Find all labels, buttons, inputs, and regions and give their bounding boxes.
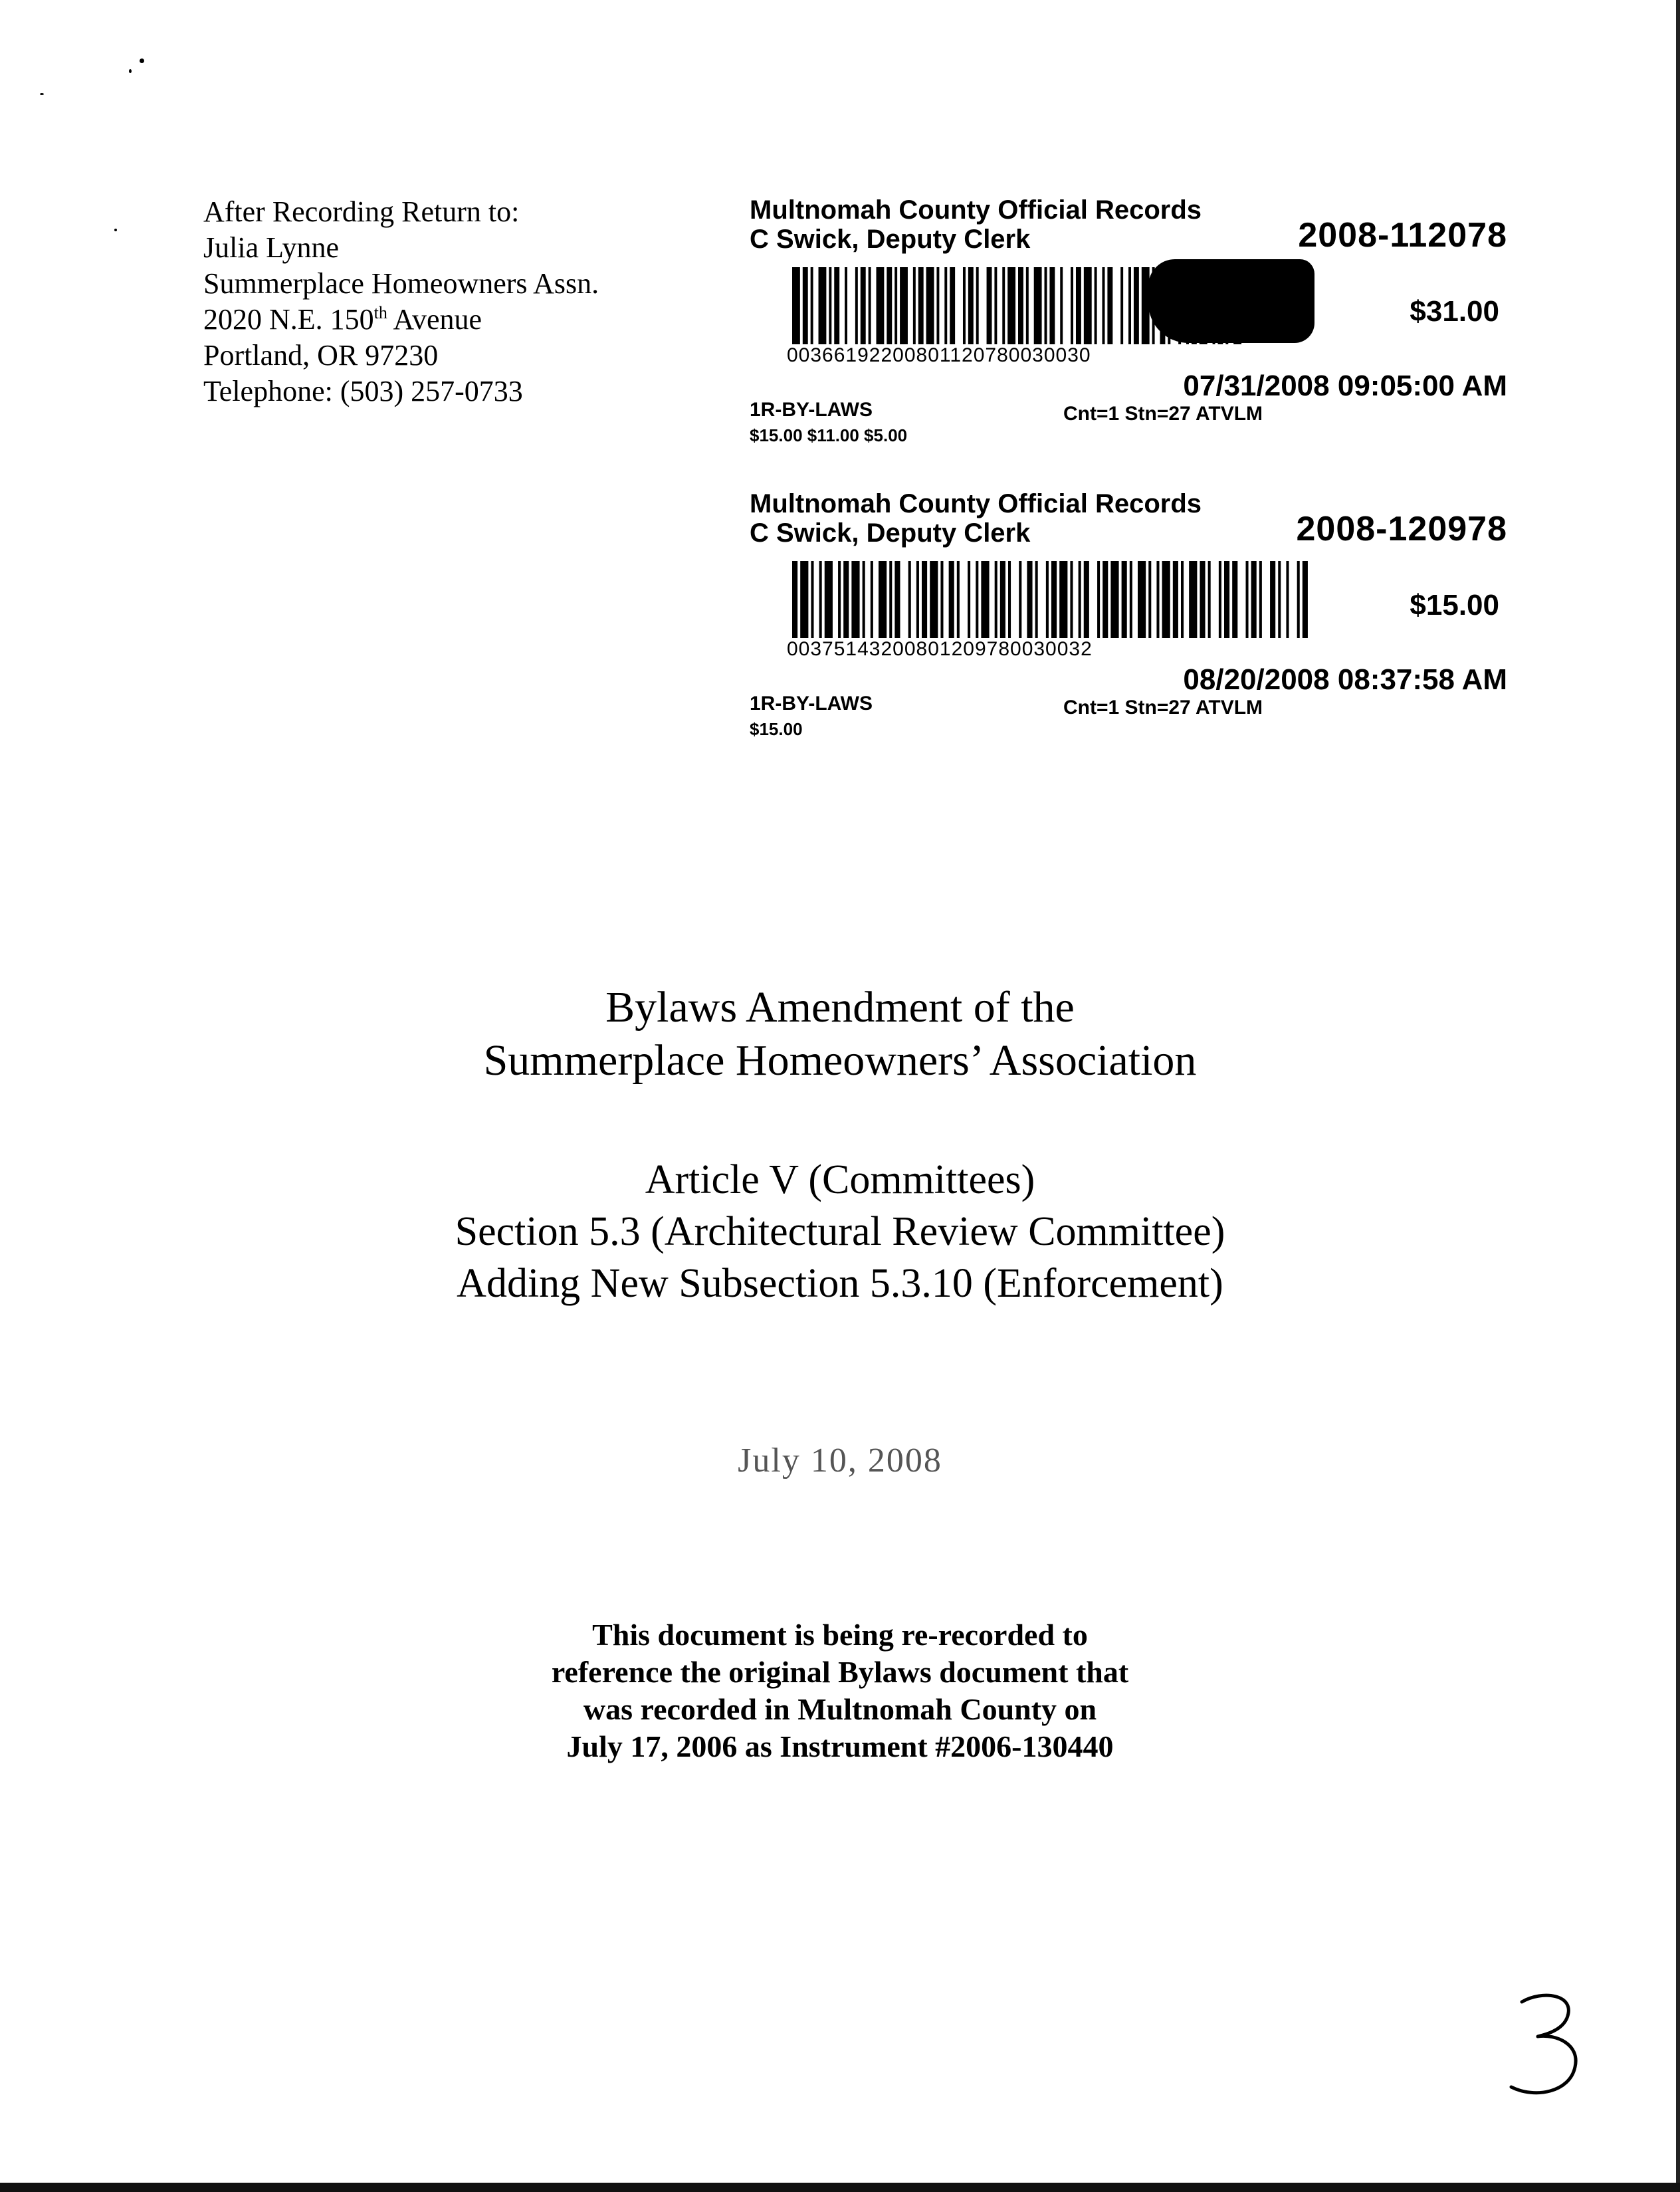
handwritten-page-number [1502,1987,1595,2107]
station-counter: Cnt=1 Stn=27 ATVLM [1063,697,1263,718]
recording-office: Multnomah County Official Records C Swick, Deputy Clerk [750,195,1202,254]
article-line: Article V (Committees) [645,1157,1035,1202]
re-recording-notice: This document is being re-recorded to reference the original Bylaws document that was recorded in Multnomah County on July 17, 2006 as Instrument #2006-130440 [551,1618,1129,1763]
fee-breakdown: $15.00 [750,719,803,739]
scan-speck [140,58,144,63]
scan-speck [114,229,117,231]
recording-datetime: 08/20/2008 08:37:58 AM [1183,663,1507,696]
document-date: July 10, 2008 [738,1442,942,1480]
station-counter: Cnt=1 Stn=27 ATVLM [1063,403,1263,425]
document-type: 1R-BY-LAWS [750,693,873,714]
instrument-number: 2008-120978 [1296,510,1507,548]
return-address-heading: After Recording Return to: [203,195,520,228]
title-line-1: Bylaws Amendment of the [605,983,1075,1032]
redaction-mark [1148,259,1314,343]
return-address-city: Portland, OR 97230 [203,339,439,372]
scan-edge-right [1676,0,1680,2192]
document-title [0,981,1680,1087]
recording-fee: $15.00 [1410,589,1499,621]
return-address [203,194,599,409]
scan-speck [40,93,44,95]
fee-breakdown: $15.00 $11.00 $5.00 [750,425,908,445]
subsection-line: Adding New Subsection 5.3.10 (Enforcement) [457,1261,1223,1306]
return-address-name: Julia Lynne [203,231,340,264]
barcode-number: 00375143200801209780030032 [787,638,1093,660]
return-address-org: Summerplace Homeowners Assn. [203,267,599,300]
recording-stamp-2 [750,489,1507,755]
recording-fee: $31.00 [1410,295,1499,328]
barcode-number: 00366192200801120780030030 [787,344,1091,366]
instrument-number: 2008-112078 [1298,216,1507,255]
barcode [792,561,1311,638]
document-type: 1R-BY-LAWS [750,399,873,421]
scan-speck [129,69,132,73]
recording-datetime: 07/31/2008 09:05:00 AM [1183,370,1507,402]
recording-office: Multnomah County Official Records C Swick, Deputy Clerk [750,489,1202,548]
section-line: Section 5.3 (Architectural Review Committee) [455,1209,1225,1254]
title-line-2: Summerplace Homeowners’ Association [483,1036,1197,1085]
article-reference [0,1154,1680,1309]
scan-edge-bottom [0,2183,1680,2192]
return-address-street: 2020 N.E. 150th Avenue [203,303,482,336]
return-address-phone: Telephone: (503) 257-0733 [203,375,523,407]
recording-stamp-1 [750,195,1507,461]
